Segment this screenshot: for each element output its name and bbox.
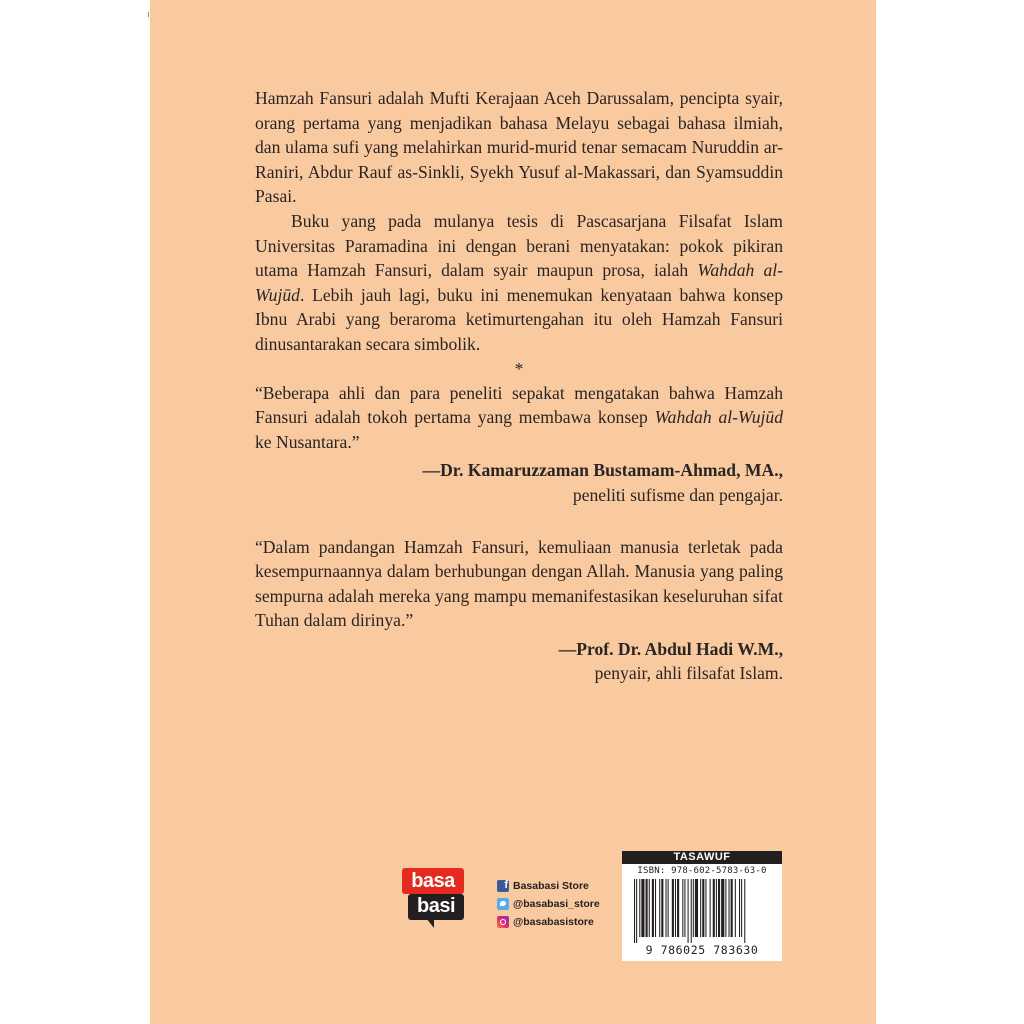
instagram-row <box>497 913 600 931</box>
blurb-paragraph-1: Hamzah Fansuri adalah Mufti Kerajaan Aceh Darussalam, pencipta syair, orang pertama yang menjadikan bahasa Melayu sebagai bahasa ilmiah, dan ulama sufi yang melahirkan murid-murid tenar semacam Nuruddin ar-Raniri, Abdur Rauf as-Sinkli, Syekh Yusuf al-Makassari, dan Syamsuddin Pasai. <box>255 88 783 207</box>
twitter-icon <box>497 898 509 910</box>
blurb-text: Buku yang pada mulanya tesis di Pascasarjana Filsafat Islam Universitas Paramadina ini dengan berani menyatakan: pokok pikiran utama Hamzah Fansuri, dalam syair maupun prosa, ialah <box>255 210 783 281</box>
facebook-icon <box>497 880 509 892</box>
blurb-italic-term: Wahdah al-Wujūd <box>255 260 783 305</box>
barcode-bars <box>634 879 774 943</box>
publisher-logo <box>402 866 466 930</box>
facebook-row <box>497 877 600 895</box>
barcode-digits: 9 786025 783630 <box>645 943 759 957</box>
quote-1-attribution <box>255 458 783 507</box>
blurb-paragraph-2 <box>255 209 783 357</box>
barcode-box <box>622 851 782 961</box>
social-links <box>497 877 600 931</box>
blurb-text: . Lebih jauh lagi, buku ini menemukan kenyataan bahwa konsep Ibnu Arabi yang beraroma ketimurtengahan itu oleh Hamzah Fansuri dinusantarakan secara simbolik. <box>255 284 783 354</box>
quote-author: —Dr. Kamaruzzaman Bustamam-Ahmad, MA., <box>422 460 783 481</box>
cover-text <box>255 86 783 686</box>
instagram-handle: @basabasistore <box>513 916 594 928</box>
quote-text: “Beberapa ahli dan para peneliti sepakat mengatakan bahwa Hamzah Fansuri adalah tokoh pertama yang membawa konsep <box>255 382 783 428</box>
quote-text: ke Nusantara.” <box>255 431 360 452</box>
logo-basi: basi <box>408 894 464 920</box>
crop-mark <box>148 12 149 17</box>
twitter-handle: @basabasi_store <box>513 898 600 910</box>
quote-author: —Prof. Dr. Abdul Hadi W.M., <box>558 638 783 659</box>
quote-italic-term: Wahdah al-Wujūd <box>654 407 783 428</box>
logo-basa: basa <box>402 868 464 894</box>
category-label: TASAWUF <box>622 851 782 864</box>
quote-2: “Dalam pandangan Hamzah Fansuri, kemuliaan manusia terletak pada kesempurnaannya dalam berhubungan dengan Allah. Manusia yang paling sempurna adalah mereka yang mampu memanifestasikan keseluruhan sifat Tuhan dalam dirinya.” <box>255 536 783 631</box>
quote-author-role: peneliti sufisme dan pengajar. <box>572 484 783 505</box>
quote-1 <box>255 381 783 455</box>
separator: * <box>514 358 524 379</box>
twitter-row <box>497 895 600 913</box>
instagram-icon <box>497 916 509 928</box>
isbn-text: ISBN: 978-602-5783-63-0 <box>637 866 767 876</box>
quote-2-attribution <box>255 637 783 686</box>
facebook-handle: Basabasi Store <box>513 880 589 892</box>
quote-author-role: penyair, ahli filsafat Islam. <box>594 663 783 684</box>
speech-bubble-tail <box>426 918 434 928</box>
